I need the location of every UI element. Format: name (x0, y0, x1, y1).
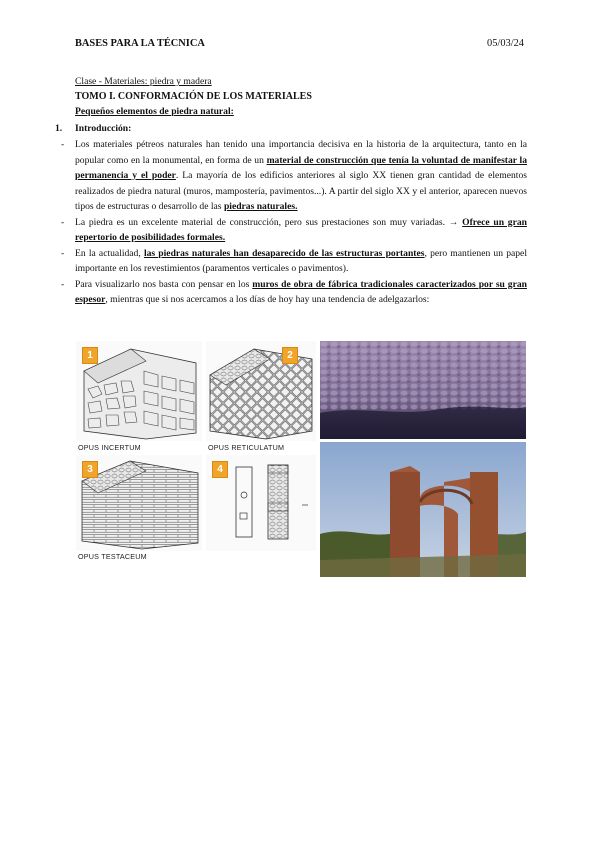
figure-badge-3: 3 (82, 461, 98, 478)
opus-reticulatum-sketch (206, 341, 316, 452)
bullet-emphasis: material de construcción que tenía la voluntad de manifestar la permanencia y el poder (75, 154, 528, 182)
section-title: Introducción: (75, 123, 132, 134)
bullet-emphasis: piedras naturales. (223, 201, 298, 213)
class-subtitle: Clase - Materiales: piedra y madera (75, 76, 212, 87)
caption-opus-reticulatum: OPUS RETICULATUM (208, 443, 285, 452)
bullet-item (61, 246, 527, 277)
header-date: 05/03/24 (487, 38, 524, 49)
bullet-text: , pero mantienen un papel importante en los revestimientos (paramentos verticales o pavimentos). (75, 247, 527, 275)
bullet-item (61, 277, 527, 308)
bullet-dash: - (61, 278, 65, 290)
figure-badge-2: 2 (282, 347, 298, 364)
bullet-text: Los materiales pétreos naturales han tenido una importancia decisiva en la historia de la arquitectura, tanto en la popular como en la monumental, en forma de un (75, 139, 527, 166)
opus-reticulatum-drawing (206, 341, 316, 441)
bullet-emphasis: Ofrece un gran repertorio de posibilidades formales. (75, 216, 527, 244)
bullet-list (61, 137, 528, 308)
bullet-text: , mientras que si nos acercamos a los días de hoy hay una tendencia de adelgazarlos: (105, 294, 430, 306)
bullet-dash: - (61, 216, 65, 228)
section-subheading: Pequeños elementos de piedra natural: (75, 106, 234, 117)
bullet-text: Para visualizarlo nos basta con pensar en los (75, 278, 253, 290)
bullet-text: En la actualidad, (75, 247, 144, 259)
bullet-item (61, 137, 528, 215)
tomo-heading: TOMO I. CONFORMACIÓN DE LOS MATERIALES (75, 91, 312, 102)
stone-wall-photo (320, 341, 526, 439)
stone-wall-image (320, 341, 526, 439)
bullet-text: . La mayoría de los edificios anteriores al siglo XX tienen gran cantidad de elementos realizados de piedra natural (muros, mampostería, pavimentos...). A partir del siglo XX y el anterior, aparecen nuevos tipos de estructuras o desarrollo de las (75, 170, 527, 213)
figure-badge-1: 1 (82, 347, 98, 364)
wall-section-sketch (206, 455, 316, 551)
figure-badge-4: 4 (212, 461, 228, 478)
section-heading (55, 121, 527, 137)
document-body (55, 74, 528, 308)
bullet-dash: - (61, 139, 65, 150)
opus-incertum-sketch (76, 341, 202, 452)
masonry-figure (76, 341, 526, 577)
ruin-arch-image (320, 442, 526, 577)
bullet-item (61, 215, 527, 246)
caption-opus-incertum: OPUS INCERTUM (78, 443, 141, 452)
bullet-text: La piedra es un excelente material de construcción, pero sus prestaciones son muy variadas. → (75, 216, 463, 228)
header-title: BASES PARA LA TÉCNICA (75, 38, 205, 49)
bullet-emphasis: muros de obra de fábrica tradicionales caracterizados por su gran espesor (75, 278, 527, 306)
section-number: 1. (55, 123, 63, 134)
bullet-dash: - (61, 247, 65, 259)
opus-testaceum-sketch (76, 455, 202, 561)
bullet-emphasis: las piedras naturales han desaparecido de las estructuras portantes (143, 247, 425, 259)
ruin-arch-photo (320, 442, 526, 577)
caption-opus-testaceum: OPUS TESTACEUM (78, 552, 147, 561)
page-header (75, 36, 524, 52)
